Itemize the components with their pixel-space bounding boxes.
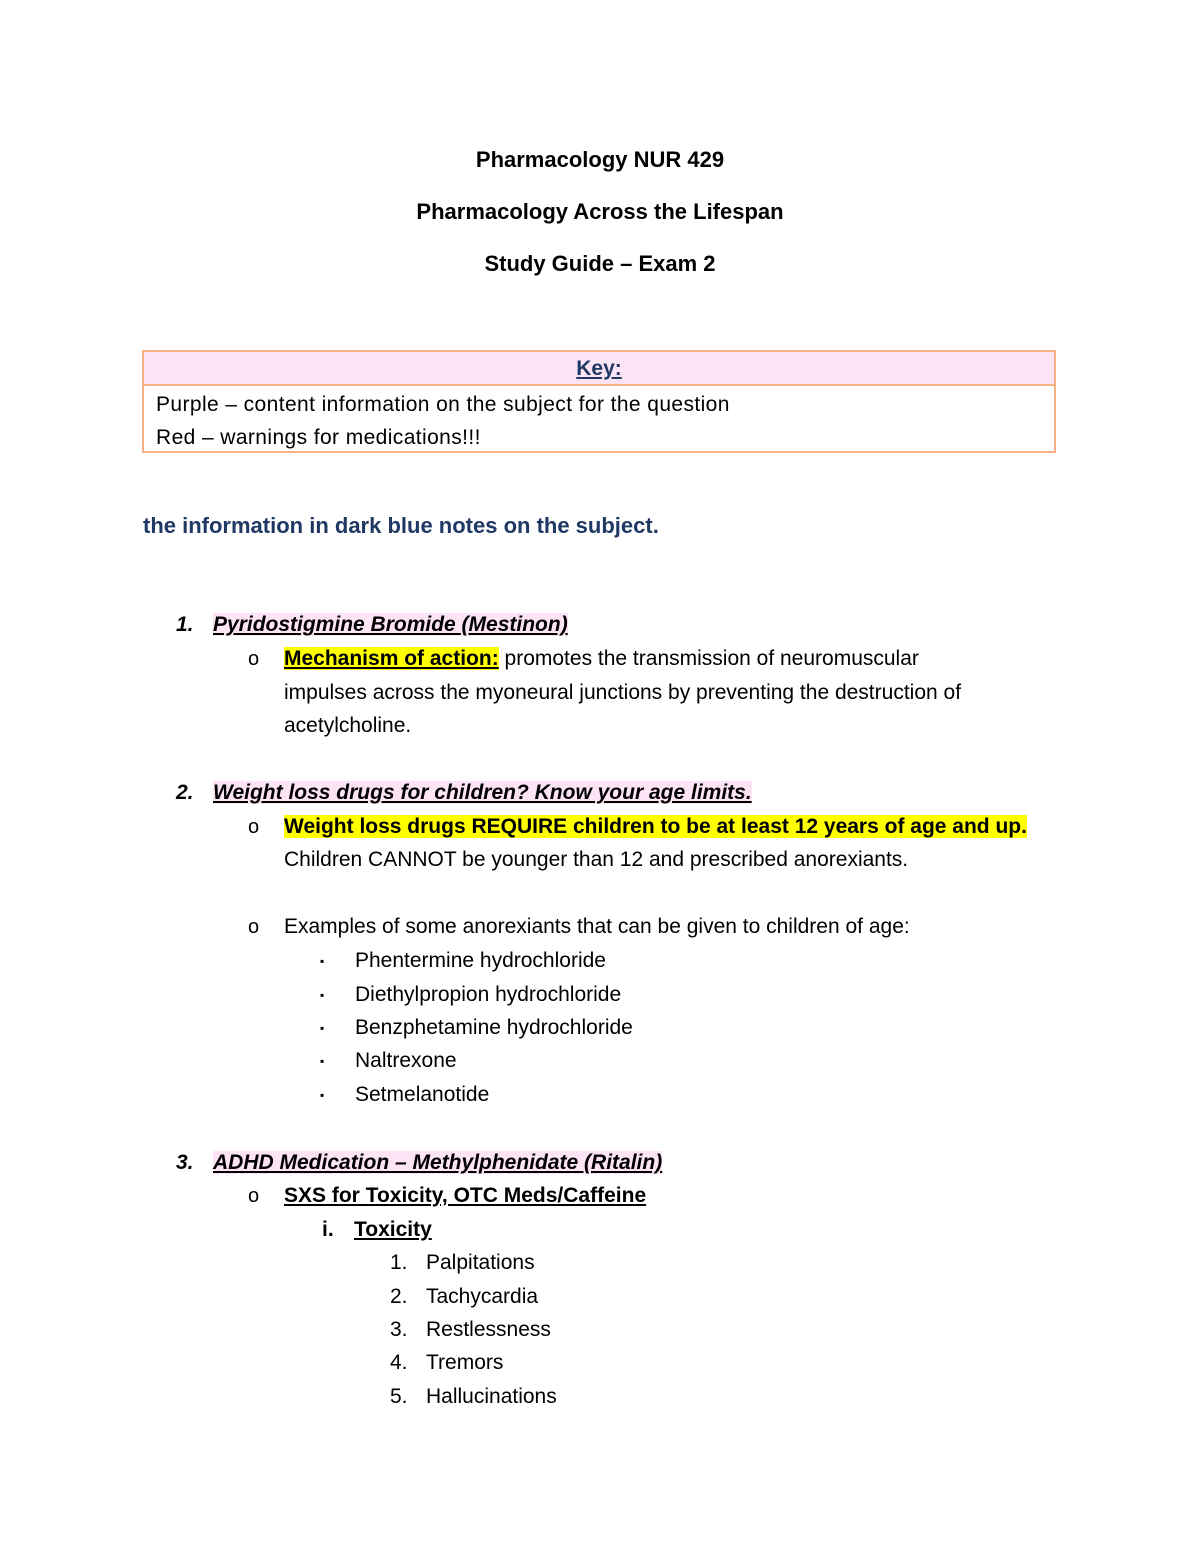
toxicity-item: Restlessness	[426, 1318, 551, 1341]
doc-title-course: Pharmacology NUR 429	[475, 147, 725, 172]
section-number: 3.	[176, 1151, 194, 1174]
example-item: Benzphetamine hydrochloride	[355, 1016, 633, 1039]
section-heading-text: ADHD Medication – Methylphenidate (Ritalin)	[213, 1151, 663, 1174]
circle-bullet: o	[248, 1185, 260, 1207]
section-number: 1.	[176, 613, 194, 636]
toxicity-item: Hallucinations	[426, 1385, 557, 1408]
mechanism-line-2: impulses across the myoneural junctions by preventing the destruction of	[284, 681, 962, 704]
toxicity-item: Tachycardia	[426, 1285, 539, 1308]
toxicity-item: Tremors	[426, 1351, 504, 1374]
toxicity-number: 1.	[390, 1251, 408, 1274]
toxicity-number: 5.	[390, 1385, 408, 1408]
section-heading	[213, 1148, 662, 1178]
key-table	[142, 350, 1056, 453]
key-red-line: Red – warnings for medications!!!	[156, 426, 481, 449]
example-item: Setmelanotide	[355, 1083, 490, 1106]
key-title: Key:	[144, 352, 1054, 386]
age-requirement-text: Children CANNOT be younger than 12 and prescribed anorexiants.	[284, 848, 909, 871]
doc-title-course-name: Pharmacology Across the Lifespan	[416, 199, 784, 224]
mechanism-label: Mechanism of action:	[284, 647, 499, 670]
blue-note: the information in dark blue notes on the subject.	[143, 513, 659, 538]
subsection-heading: SXS for Toxicity, OTC Meds/Caffeine	[284, 1184, 647, 1207]
age-requirement	[284, 812, 1027, 842]
section-heading	[213, 778, 752, 808]
examples-intro: Examples of some anorexiants that can be given to children of age:	[284, 915, 910, 938]
circle-bullet: o	[248, 648, 260, 670]
circle-bullet: o	[248, 916, 260, 938]
key-purple-line: Purple – content information on the subject for the question	[156, 393, 730, 416]
mechanism-line-3: acetylcholine.	[284, 714, 412, 737]
mechanism-line	[284, 644, 919, 674]
toxicity-label: Toxicity	[354, 1218, 432, 1241]
section-number: 2.	[176, 781, 194, 804]
example-item: Diethylpropion hydrochloride	[355, 983, 622, 1006]
toxicity-item: Palpitations	[426, 1251, 535, 1274]
roman-numeral: i.	[322, 1218, 334, 1241]
section-heading-text: Weight loss drugs for children? Know your age limits.	[213, 781, 752, 804]
example-item: Naltrexone	[355, 1049, 457, 1072]
toxicity-number: 2.	[390, 1285, 408, 1308]
section-heading-text: Pyridostigmine Bromide (Mestinon)	[213, 613, 568, 636]
example-item: Phentermine hydrochloride	[355, 949, 606, 972]
section-heading	[213, 610, 568, 640]
doc-title-guide: Study Guide – Exam 2	[484, 251, 716, 276]
toxicity-number: 4.	[390, 1351, 408, 1374]
age-requirement-highlight: Weight loss drugs REQUIRE children to be at least 12 years of age and up.	[284, 815, 1027, 838]
circle-bullet: o	[248, 816, 260, 838]
square-bullet: ▪	[320, 1088, 325, 1102]
square-bullet: ▪	[320, 1054, 325, 1068]
square-bullet: ▪	[320, 988, 325, 1002]
mechanism-text: promotes the transmission of neuromuscular	[498, 647, 919, 670]
square-bullet: ▪	[320, 954, 325, 968]
toxicity-number: 3.	[390, 1318, 408, 1341]
square-bullet: ▪	[320, 1021, 325, 1035]
